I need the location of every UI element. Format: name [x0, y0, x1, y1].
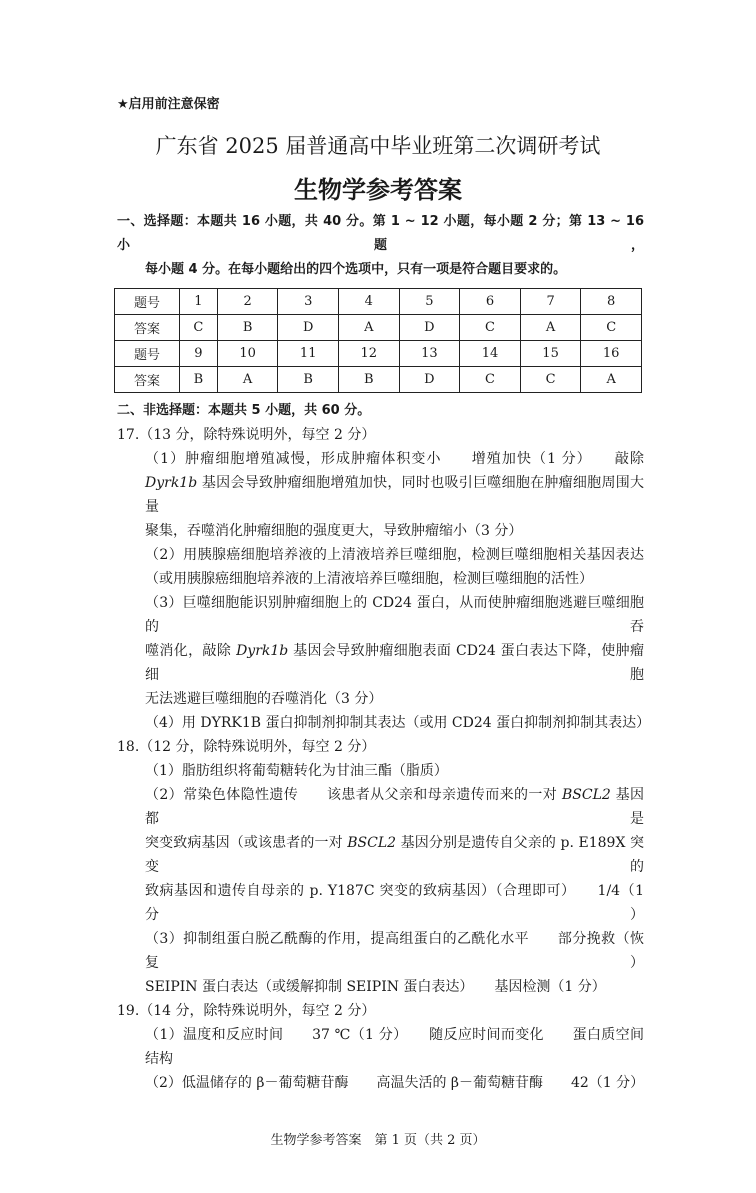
answer-table: [114, 288, 642, 393]
gene-name: BSCL2: [347, 835, 397, 851]
table-cell: 9: [180, 341, 218, 367]
table-row: [115, 367, 642, 393]
table-cell: 6: [460, 289, 521, 315]
table-cell: 11: [278, 341, 339, 367]
section1-instructions-cont: 每小题 4 分。在每小题给出的四个选项中，只有一项是符合题目要求的。: [145, 262, 567, 277]
table-cell: A: [520, 315, 581, 341]
table-cell: 8: [581, 289, 642, 315]
table-cell: C: [460, 315, 521, 341]
table-cell: 16: [581, 341, 642, 367]
q17-answer-line: （2）用胰腺癌细胞培养液的上清液培养巨噬细胞，检测巨噬细胞相关基因表达: [145, 547, 644, 563]
gene-name: Dyrk1b: [145, 475, 198, 491]
table-row: [115, 341, 642, 367]
q18-answer-line: （3）抑制组蛋白脱乙酰酶的作用，提高组蛋白的乙酰化水平 部分挽救（恢复）: [145, 931, 644, 971]
text: 噬消化，敲除: [145, 643, 237, 659]
table-cell: 4: [339, 289, 400, 315]
text: 基因会导致肿瘤细胞增殖加快，同时也吸引巨噬细胞在肿瘤细胞周围大量: [145, 475, 644, 515]
table-cell: 7: [520, 289, 581, 315]
q18-answer-line: [117, 783, 644, 831]
table-cell: A: [217, 367, 278, 393]
section1-instructions: 一、选择题：本题共 16 小题，共 40 分。第 1 ~ 12 小题，每小题 2 分；第 13 ~ 16 小题，: [117, 214, 644, 253]
text: 突变致病基因（或该患者的一对: [145, 835, 348, 851]
confidential-notice: ★启用前注意保密: [117, 97, 220, 112]
table-cell: 2: [217, 289, 278, 315]
table-row: [115, 289, 642, 315]
table-cell: D: [399, 315, 460, 341]
q17-answer-line: [117, 471, 644, 519]
row-header-cell: 题号: [115, 341, 180, 367]
section2-heading: 二、非选择题：本题共 5 小题，共 60 分。: [117, 403, 371, 418]
q19-answer-line: 结构: [145, 1051, 173, 1067]
table-cell: B: [180, 367, 218, 393]
q18-heading: 18.（12 分，除特殊说明外，每空 2 分）: [117, 739, 376, 755]
q17-answer-line: （1）肿瘤细胞增殖减慢，形成肿瘤体积变小 增殖加快（1 分） 敲除: [145, 451, 644, 467]
table-cell: 1: [180, 289, 218, 315]
exam-title: 广东省 2025 届普通高中毕业班第二次调研考试: [155, 134, 601, 158]
q17-heading: 17.（13 分，除特殊说明外，每空 2 分）: [117, 427, 376, 443]
q17-answer-line: （或用胰腺癌细胞培养液的上清液培养巨噬细胞，检测巨噬细胞的活性）: [145, 571, 593, 587]
table-cell: A: [581, 367, 642, 393]
table-cell: D: [278, 315, 339, 341]
page-title: 生物学参考答案: [294, 176, 462, 204]
table-cell: B: [339, 367, 400, 393]
table-cell: 3: [278, 289, 339, 315]
page-footer: 生物学参考答案 第 1 页（共 2 页）: [270, 1133, 486, 1148]
q17-answer-line: （3）巨噬细胞能识别肿瘤细胞上的 CD24 蛋白，从而使肿瘤细胞逃避巨噬细胞的吞: [145, 595, 644, 635]
table-cell: 12: [339, 341, 400, 367]
table-cell: B: [217, 315, 278, 341]
q18-answer-line: SEIPIN 蛋白表达（或缓解抑制 SEIPIN 蛋白表达） 基因检测（1 分）: [145, 979, 606, 995]
q19-answer-line: （2）低温储存的 β－葡萄糖苷酶 高温失活的 β－葡萄糖苷酶 42（1 分）: [145, 1075, 645, 1091]
text: 基因分别是遗传自父亲的 p. E189X 突变的: [145, 835, 644, 875]
table-cell: C: [520, 367, 581, 393]
q19-answer-line: （1）温度和反应时间 37 ℃（1 分） 随反应时间而变化 蛋白质空间: [145, 1027, 644, 1043]
q17-answer-line: 聚集，吞噬消化肿瘤细胞的强度更大，导致肿瘤缩小（3 分）: [145, 523, 523, 539]
table-cell: C: [180, 315, 218, 341]
row-header-cell: 答案: [115, 315, 180, 341]
row-header-cell: 答案: [115, 367, 180, 393]
gene-name: Dyrk1b: [236, 643, 289, 659]
table-cell: 10: [217, 341, 278, 367]
table-cell: 14: [460, 341, 521, 367]
table-row: [115, 315, 642, 341]
q18-answer-line: （1）脂肪组织将葡萄糖转化为甘油三酯（脂质）: [145, 763, 448, 779]
table-cell: 13: [399, 341, 460, 367]
q18-answer-line: 致病基因和遗传自母亲的 p. Y187C 突变的致病基因）（合理即可） 1/4（1 分）: [145, 883, 644, 923]
q19-heading: 19.（14 分，除特殊说明外，每空 2 分）: [117, 1003, 376, 1019]
table-cell: 5: [399, 289, 460, 315]
q17-answer-line: （4）用 DYRK1B 蛋白抑制剂抑制其表达（或用 CD24 蛋白抑制剂抑制其表达）: [145, 715, 651, 731]
table-cell: C: [581, 315, 642, 341]
table-cell: 15: [520, 341, 581, 367]
gene-name: BSCL2: [561, 787, 611, 803]
text: （2）常染色体隐性遗传 该患者从父亲和母亲遗传而来的一对: [145, 787, 562, 803]
q17-answer-line: 无法逃避巨噬细胞的吞噬消化（3 分）: [145, 691, 383, 707]
text: 基因都是: [145, 787, 645, 827]
table-cell: D: [399, 367, 460, 393]
table-cell: B: [278, 367, 339, 393]
q17-answer-line: [117, 639, 644, 687]
q18-answer-line: [117, 831, 644, 879]
table-cell: A: [339, 315, 400, 341]
table-cell: C: [460, 367, 521, 393]
row-header-cell: 题号: [115, 289, 180, 315]
text: 基因会导致肿瘤细胞表面 CD24 蛋白表达下降，使肿瘤细胞: [145, 643, 644, 683]
